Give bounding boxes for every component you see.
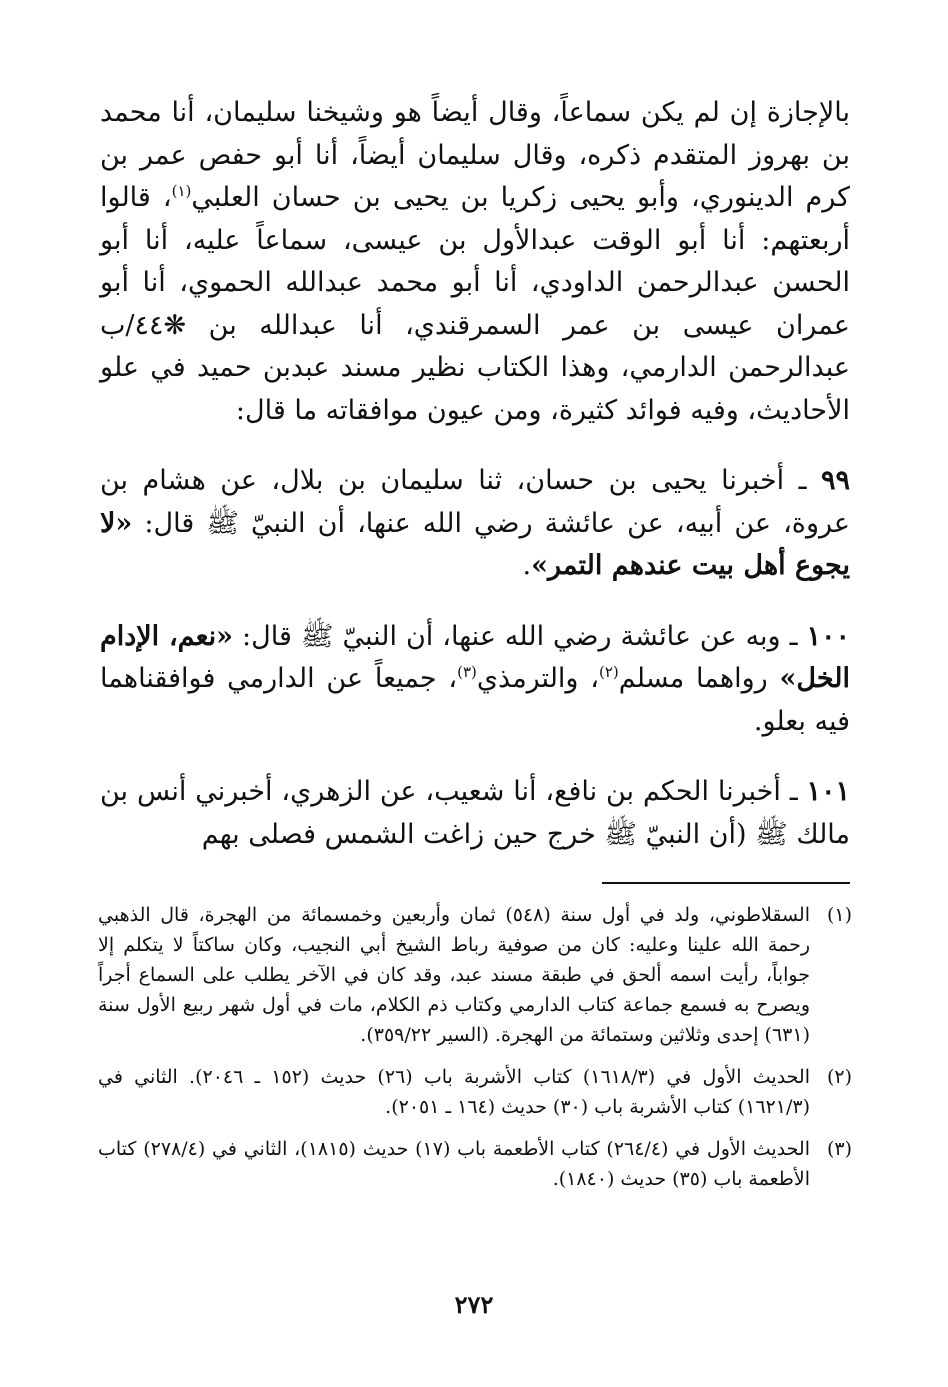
footnote-2	[98, 1062, 852, 1122]
intro-text-a: بالإجازة إن لم يكن سماعاً، وقال أيضاً هو وشيخنا سليمان، أنا محمد بن بهروز المتقدم ذكره، وقال سليمان أيضاً، أنا أبو حفص عمر بن كرم الدينوري، وأبو يحيى زكريا بن يحيى بن حسان العلبي	[100, 97, 850, 213]
paragraph-intro	[100, 92, 850, 432]
hadith-99	[100, 460, 850, 588]
hadith-99-end: .	[522, 550, 532, 581]
hadith-100-text: ـ وبه عن عائشة رضي الله عنها، أن النبيّ ﷺ قال:	[233, 620, 807, 652]
footnote-ref-3: (٣)	[457, 663, 477, 681]
hadith-number-99: ٩٩	[820, 465, 850, 496]
footnote-mark: (١)	[826, 904, 852, 926]
hadith-100-text-c: ، والترمذي	[476, 663, 599, 694]
footnote-1	[98, 900, 852, 1050]
hadith-101	[100, 771, 850, 856]
intro-text-b: ، قالوا أربعتهم: أنا أبو الوقت عبدالأول بن عيسى، سماعاً عليه، أنا أبو الحسن عبدالرحمن الداودي، أنا أبو محمد عبدالله الحموي، أنا أبو عمران عيسى بن عمر السمرقندي، أنا عبدالله بن ❋٤٤/ب عبدالرحمن الدارمي، وهذا الكتاب نظير مسند عبدبن حميد في علو الأحاديث، وفيه فوائد كثيرة، ومن عيون موافقاته ما قال:	[100, 182, 850, 426]
hadith-99-quote: «لا يجوع أهل بيت عندهم التمر»	[100, 507, 850, 581]
hadith-number-101: ١٠١	[806, 776, 850, 807]
footnote-mark: (٢)	[826, 1066, 852, 1088]
footnote-ref-1: (١)	[171, 182, 192, 200]
footnote-ref-2: (٢)	[599, 663, 619, 681]
page-number: ٢٧٢	[454, 1290, 494, 1319]
hadith-100-text-b: رواهما مسلم	[618, 663, 780, 694]
footnote-text: الحديث الأول في (٢٦٤/٤) كتاب الأطعمة باب (١٧) حديث (١٨١٥)، الثاني في (٢٧٨/٤) كتاب الأطعمة باب (٣٥) حديث (١٨٤٠).	[98, 1138, 810, 1190]
footnote-3	[98, 1134, 852, 1194]
hadith-101-text: ـ أخبرنا الحكم بن نافع، أنا شعيب، عن الزهري، أخبرني أنس بن مالك ﷺ (أن النبيّ ﷺ خرج حين زاغت الشمس فصلى بهم	[100, 776, 850, 850]
main-text	[100, 92, 850, 856]
footnote-separator	[602, 882, 850, 884]
footnote-mark: (٣)	[826, 1138, 852, 1160]
hadith-number-100: ١٠٠	[806, 620, 850, 652]
hadith-100-quote: «نعم، الإدام الخل»	[100, 620, 850, 694]
hadith-99-text: ـ أخبرنا يحيى بن حسان، ثنا سليمان بن بلال، عن هشام بن عروة، عن أبيه، عن عائشة رضي الله عنها، أن النبيّ ﷺ قال:	[100, 465, 850, 539]
hadith-100-text-d: ، جميعاً عن الدارمي فوافقناهما فيه بعلو.	[100, 663, 850, 737]
footnote-text: الحديث الأول في (١٦١٨/٣) كتاب الأشربة باب (٢٦) حديث (١٥٢ ـ ٢٠٤٦). الثاني في (١٦٢١/٣) كتاب الأشربة باب (٣٠) حديث (١٦٤ ـ ٢٠٥١).	[98, 1066, 810, 1118]
hadith-100	[100, 616, 850, 744]
footnotes	[98, 900, 852, 1206]
footnote-text: السقلاطوني، ولد في أول سنة (٥٤٨) ثمان وأربعين وخمسمائة من الهجرة، قال الذهبي رحمة الله علينا وعليه: كان من صوفية رباط الشيخ أبي النجيب، وكان ساكتاً لا يتكلم إلا جواباً، رأيت اسمه ألحق في طبقة مسند عبد، وقد كان في الآخر يطلب على السماع أجراً ويصرح به فسمع جماعة كتاب الدارمي وكتاب ذم الكلام، مات في أول شهر ربيع الأول سنة (٦٣١) إحدى وثلاثين وستمائة من الهجرة. (السير ٣٥٩/٢٢).	[98, 904, 810, 1046]
